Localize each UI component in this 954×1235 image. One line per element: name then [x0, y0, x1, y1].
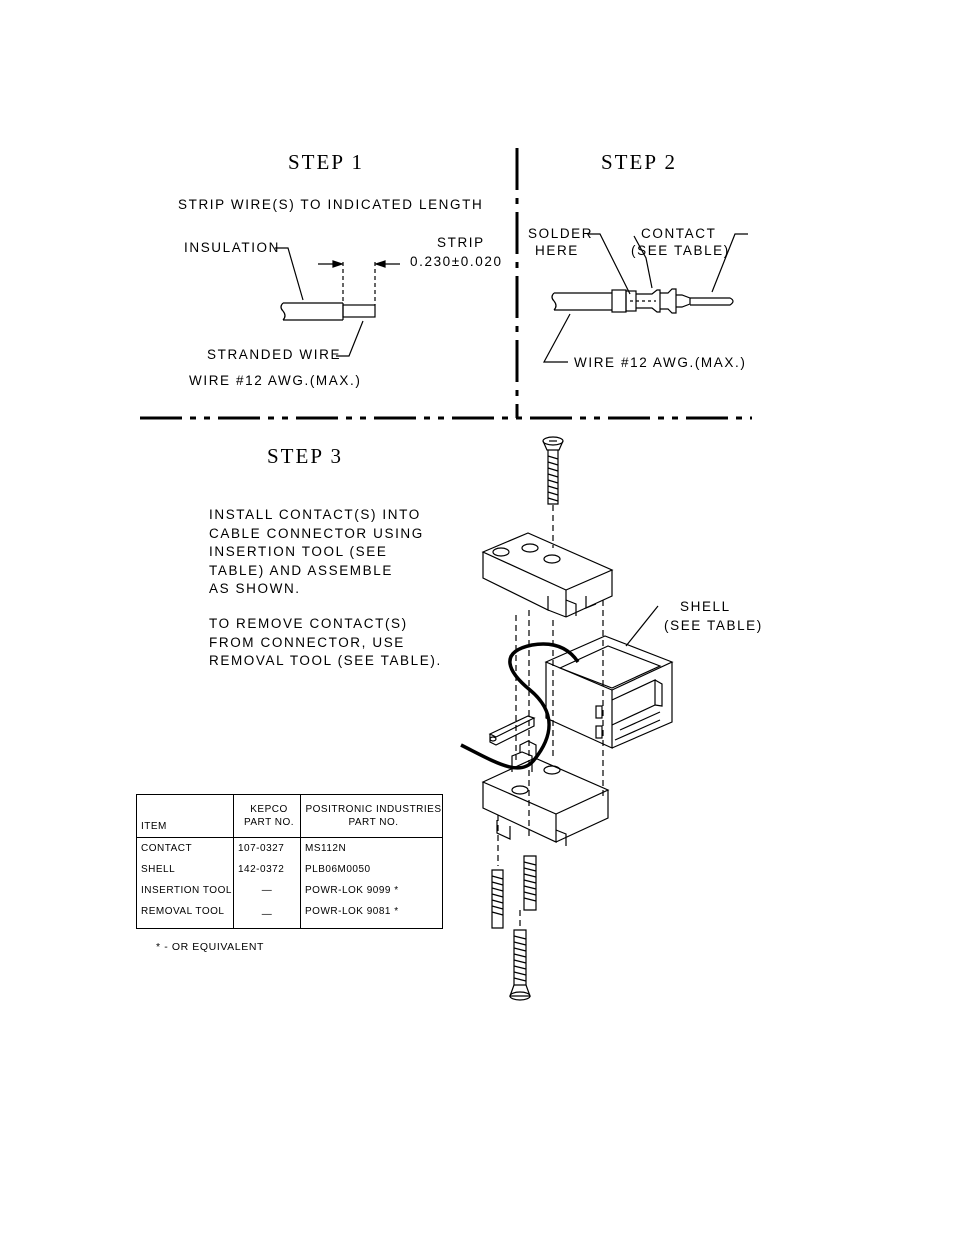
remove-line: FROM CONNECTOR, USE	[209, 634, 405, 650]
remove-line: TO REMOVE CONTACT(S)	[209, 616, 408, 631]
header-positronic-line1: POSITRONIC INDUSTRIES	[305, 804, 442, 815]
table-footnote: * - OR EQUIVALENT	[156, 941, 265, 953]
parts-table	[136, 794, 443, 929]
step1-title: STEP 1	[288, 150, 364, 174]
table-header-row	[137, 795, 443, 838]
install-line: INSTALL CONTACT(S) INTO	[209, 507, 421, 522]
cell-item: SHELL	[137, 859, 234, 880]
table-row	[137, 859, 443, 880]
cell-positronic: PLB06M0050	[305, 864, 371, 875]
cell-positronic: MS112N	[305, 843, 347, 854]
shell-label-1: SHELL	[680, 599, 731, 614]
header-positronic-line2: PART NO.	[348, 817, 399, 828]
install-line: CABLE CONNECTOR USING	[209, 525, 424, 541]
header-kepco-line1: KEPCO	[250, 804, 288, 815]
install-line: TABLE) AND ASSEMBLE	[209, 562, 393, 578]
solder-label-2: HERE	[535, 243, 579, 258]
step1-instruction: STRIP WIRE(S) TO INDICATED LENGTH	[178, 197, 484, 212]
stranded-wire-label: STRANDED WIRE	[207, 347, 342, 362]
strip-label: STRIP	[437, 235, 485, 250]
bottom-screws	[492, 815, 536, 1000]
header-kepco	[234, 795, 301, 838]
header-item: ITEM	[137, 795, 234, 838]
install-line: AS SHOWN.	[209, 581, 301, 596]
header-kepco-line2: PART NO.	[243, 817, 295, 828]
cell-kepco: —	[234, 880, 301, 901]
step2-wire-label: WIRE #12 AWG.(MAX.)	[574, 355, 747, 370]
contact-label-2: (SEE TABLE)	[631, 243, 730, 258]
step3-title: STEP 3	[267, 444, 343, 468]
exploded-connector-illustration	[483, 437, 672, 846]
cell-kepco: 107-0327	[234, 838, 301, 860]
step2-title: STEP 2	[601, 150, 677, 174]
stripped-wire-illustration	[275, 248, 400, 356]
strip-value: 0.230±0.020	[410, 254, 503, 269]
cell-positronic: POWR-LOK 9081 *	[305, 906, 399, 917]
contact-label-1: CONTACT	[641, 226, 717, 241]
solder-label-1: SOLDER	[528, 226, 594, 241]
table-row	[137, 880, 443, 901]
cell-kepco: 142-0372	[234, 859, 301, 880]
cell-kepco: —	[234, 901, 301, 929]
cell-positronic: POWR-LOK 9099 *	[305, 885, 399, 896]
insulation-label: INSULATION	[184, 240, 281, 255]
remove-line: REMOVAL TOOL (SEE TABLE).	[209, 653, 442, 668]
shell-label-2: (SEE TABLE)	[664, 618, 763, 633]
table-row	[137, 901, 443, 929]
step1-wire-label: WIRE #12 AWG.(MAX.)	[189, 373, 362, 388]
header-positronic	[301, 795, 443, 838]
cell-item: REMOVAL TOOL	[137, 901, 234, 929]
cell-item: CONTACT	[137, 838, 234, 860]
install-line: INSERTION TOOL (SEE	[209, 544, 388, 559]
table-row	[137, 838, 443, 860]
cell-item: INSERTION TOOL	[137, 880, 234, 901]
install-instructions	[209, 506, 424, 599]
remove-instructions	[209, 615, 442, 671]
